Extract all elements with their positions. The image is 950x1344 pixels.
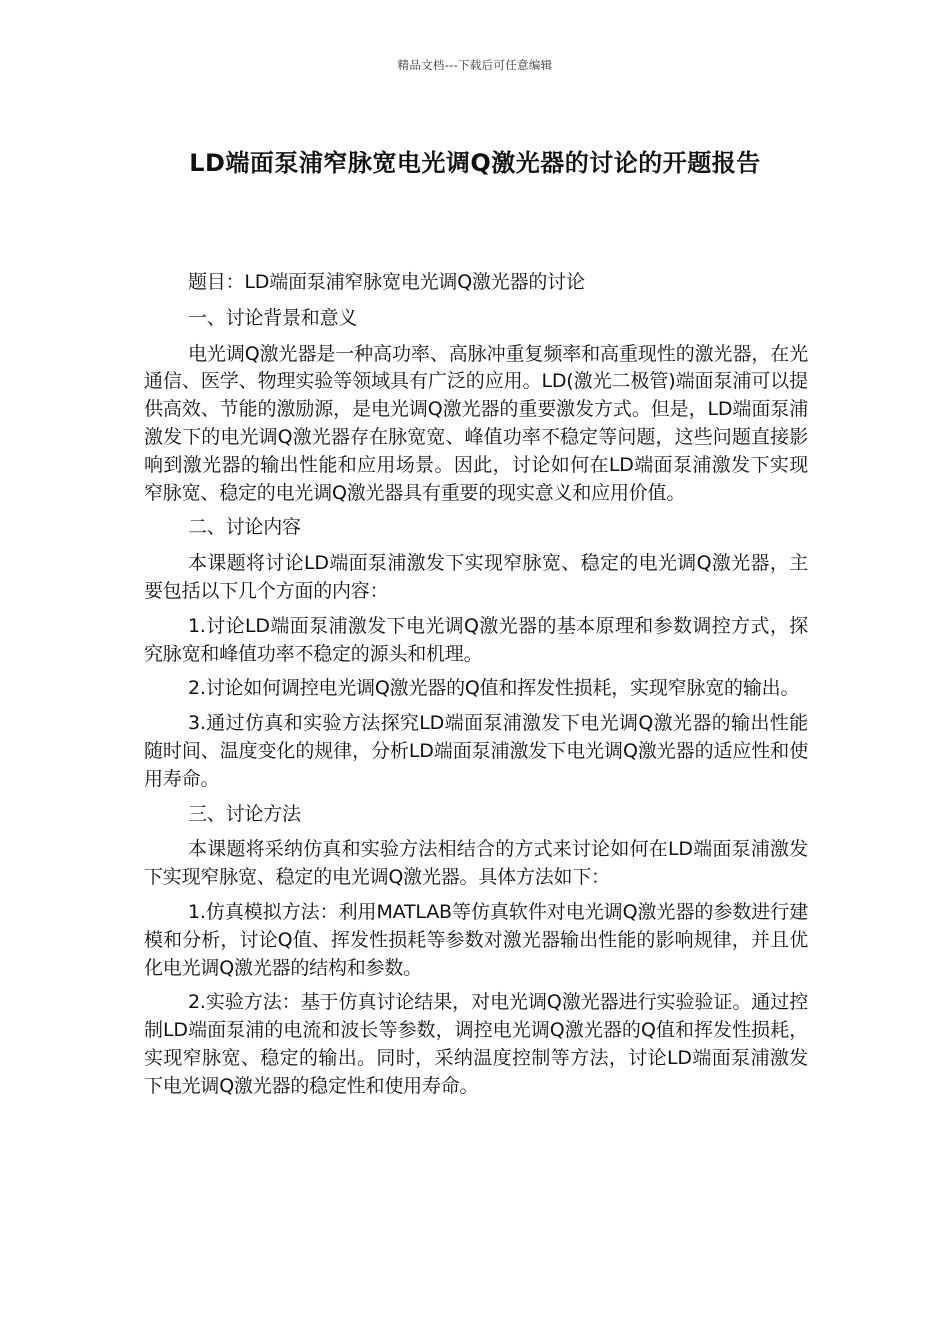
section-heading-background: 一、讨论背景和意义 [188,306,358,329]
topic-line: 题目：LD端面泵浦窄脉宽电光调Q激光器的讨论 [188,271,585,293]
list-item-content-1: 1.讨论LD端面泵浦激发下电光调Q激光器的基本原理和参数调控方式，探究脉宽和峰值功率不稳定的源头和机理。 [144,614,808,665]
header-note: 精品文档---下载后可任意编辑 [397,58,553,72]
section-heading-method: 三、讨论方法 [188,802,301,825]
document-body [144,269,808,1108]
list-item-content-2: 2.讨论如何调控电光调Q激光器的Q值和挥发性损耗，实现窄脉宽的输出。 [188,677,800,700]
list-item-method-1: 1.仿真模拟方法：利用MATLAB等仿真软件对电光调Q激光器的参数进行建模和分析，讨论Q值、挥发性损耗等参数对激光器输出性能的影响规律，并且优化电光调Q激光器的结构和参数。 [144,900,808,979]
document-title: LD端面泵浦窄脉宽电光调Q激光器的讨论的开题报告 [189,149,761,177]
paragraph-method-intro: 本课题将采纳仿真和实验方法相结合的方式来讨论如何在LD端面泵浦激发下实现窄脉宽、稳定的电光调Q激光器。具体方法如下： [144,838,808,889]
paragraph-content-intro: 本课题将讨论LD端面泵浦激发下实现窄脉宽、稳定的电光调Q激光器，主要包括以下几个方面的内容： [144,552,808,602]
list-item-method-2: 2.实验方法：基于仿真讨论结果，对电光调Q激光器进行实验验证。通过控制LD端面泵浦的电流和波长等参数，调控电光调Q激光器的Q值和挥发性损耗，实现窄脉宽、稳定的输出。同时，采纳温度控制等方法，讨论LD端面泵浦激发下电光调Q激光器的稳定性和使用寿命。 [144,991,808,1097]
list-item-content-3: 3.通过仿真和实验方法探究LD端面泵浦激发下电光调Q激光器的输出性能随时间、温度变化的规律，分析LD端面泵浦激发下电光调Q激光器的适应性和使用寿命。 [144,712,808,790]
paragraph-background: 电光调Q激光器是一种高功率、高脉冲重复频率和高重现性的激光器，在光通信、医学、物理实验等领域具有广泛的应用。LD(激光二极管)端面泵浦可以提供高效、节能的激励源，是电光调Q激光器的重要激发方式。但是，LD端面泵浦激发下的电光调Q激光器存在脉宽宽、峰值功率不稳定等问题，这些问题直接影响到激光器的输出性能和应用场景。因此，讨论如何在LD端面泵浦激发下实现窄脉宽、稳定的电光调Q激光器具有重要的现实意义和应用价值。 [144,342,808,504]
section-heading-content: 二、讨论内容 [188,516,301,539]
